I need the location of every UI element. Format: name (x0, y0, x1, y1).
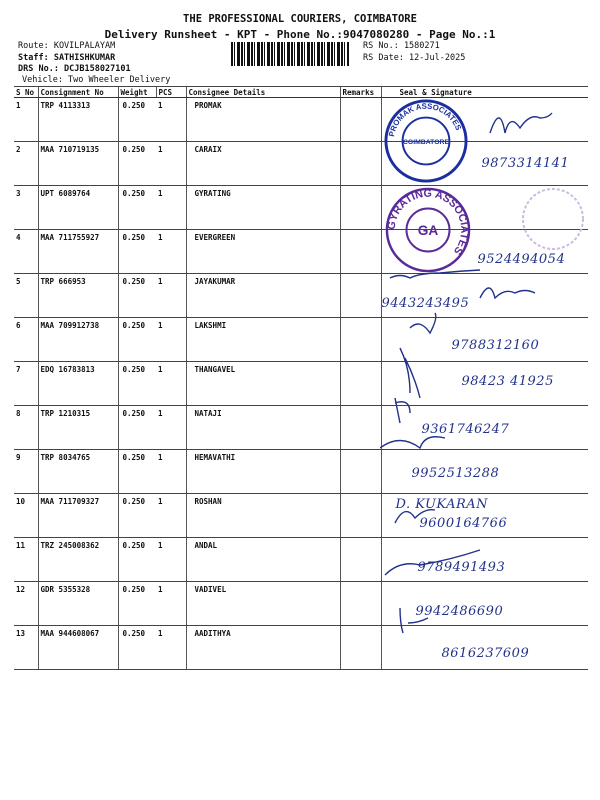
cell-pcs: 1 (156, 626, 186, 670)
cell-sno: 2 (14, 142, 38, 186)
cell-remarks (340, 582, 381, 626)
gyrating-seal-outer: GYRATING ASSOCIATES (385, 187, 471, 257)
cell-remarks (340, 406, 381, 450)
cell-weight: 0.250 (118, 450, 156, 494)
cell-weight: 0.250 (118, 362, 156, 406)
cell-consignee: NATAJI (186, 406, 340, 450)
column-header: Consignment No (38, 87, 118, 98)
cell-cn: MAA 709912738 (38, 318, 118, 362)
cell-weight: 0.250 (118, 406, 156, 450)
cell-weight: 0.250 (118, 494, 156, 538)
cell-consignee: PROMAK (186, 98, 340, 142)
cell-remarks (340, 362, 381, 406)
cell-weight: 0.250 (118, 274, 156, 318)
cell-consignee: GYRATING (186, 186, 340, 230)
cell-consignee: HEMAVATHI (186, 450, 340, 494)
cell-remarks (340, 142, 381, 186)
cell-remarks (340, 230, 381, 274)
column-header: Consignee Details (186, 87, 340, 98)
promak-seal-outer: PROMAK ASSOCIATES (387, 101, 464, 138)
cell-weight: 0.250 (118, 538, 156, 582)
handwritten-phone: 9873314141 (481, 156, 570, 171)
staff: Staff: SATHISHKUMAR (18, 53, 116, 63)
cell-pcs: 1 (156, 274, 186, 318)
handwritten-phone: 9789491493 (417, 560, 506, 575)
cell-weight: 0.250 (118, 98, 156, 142)
route: Route: KOVILPALAYAM (18, 41, 116, 51)
handwritten-phone: 9443243495 (381, 296, 470, 311)
cell-consignee: ANDAL (186, 538, 340, 582)
cell-sno: 13 (14, 626, 38, 670)
cell-pcs: 1 (156, 494, 186, 538)
cell-cn: TRP 4113313 (38, 98, 118, 142)
cell-consignee: AADITHYA (186, 626, 340, 670)
column-header: Remarks (340, 87, 381, 98)
cell-remarks (340, 274, 381, 318)
cell-pcs: 1 (156, 318, 186, 362)
cell-cn: GDR 5355328 (38, 582, 118, 626)
cell-weight: 0.250 (118, 626, 156, 670)
cell-cn: TRP 8034765 (38, 450, 118, 494)
cell-consignee: LAKSHMI (186, 318, 340, 362)
handwritten-name: D. KUKARAN (395, 497, 489, 512)
handwritten-phone: 9942486690 (415, 604, 504, 619)
vehicle: Vehicle: Two Wheeler Delivery (22, 75, 171, 85)
cell-sno: 12 (14, 582, 38, 626)
signature-marks (380, 98, 590, 638)
rs-number: RS No.: 1580271 (363, 41, 440, 51)
column-header: S No (14, 87, 38, 98)
cell-sno: 7 (14, 362, 38, 406)
column-header: Seal & Signature (381, 87, 588, 98)
cell-sno: 8 (14, 406, 38, 450)
handwritten-phone: 9952513288 (411, 466, 500, 481)
cell-consignee: VADIVEL (186, 582, 340, 626)
cell-cn: MAA 710719135 (38, 142, 118, 186)
handwritten-phone: 8616237609 (441, 646, 530, 661)
cell-weight: 0.250 (118, 142, 156, 186)
column-header: PCS (156, 87, 186, 98)
cell-remarks (340, 186, 381, 230)
cell-remarks (340, 450, 381, 494)
cell-consignee: ROSHAN (186, 494, 340, 538)
cell-sno: 5 (14, 274, 38, 318)
cell-remarks (340, 98, 381, 142)
cell-pcs: 1 (156, 582, 186, 626)
cell-sno: 10 (14, 494, 38, 538)
cell-remarks (340, 626, 381, 670)
gyrating-seal-inner: GA (417, 222, 439, 238)
cell-consignee: THANGAVEL (186, 362, 340, 406)
cell-sno: 3 (14, 186, 38, 230)
cell-sno: 9 (14, 450, 38, 494)
cell-consignee: CARAIX (186, 142, 340, 186)
promak-seal-inner: COIMBATORE (402, 138, 450, 146)
cell-remarks (340, 494, 381, 538)
cell-pcs: 1 (156, 142, 186, 186)
handwritten-phone: 98423 41925 (461, 374, 554, 389)
cell-remarks (340, 318, 381, 362)
cell-pcs: 1 (156, 406, 186, 450)
column-header: Weight (118, 87, 156, 98)
cell-pcs: 1 (156, 362, 186, 406)
company-title: THE PROFESSIONAL COURIERS, COIMBATORE (183, 13, 417, 25)
cell-weight: 0.250 (118, 230, 156, 274)
cell-sno: 6 (14, 318, 38, 362)
cell-pcs: 1 (156, 450, 186, 494)
handwritten-phone: 9524494054 (477, 252, 566, 267)
cell-pcs: 1 (156, 230, 186, 274)
handwritten-phone: 9788312160 (451, 338, 540, 353)
cell-cn: MAA 711709327 (38, 494, 118, 538)
cell-cn: TRP 1210315 (38, 406, 118, 450)
cell-consignee: EVERGREEN (186, 230, 340, 274)
cell-cn: MAA 944608067 (38, 626, 118, 670)
cell-sno: 1 (14, 98, 38, 142)
handwritten-phone: 9600164766 (419, 516, 508, 531)
cell-pcs: 1 (156, 538, 186, 582)
cell-sno: 11 (14, 538, 38, 582)
barcode (231, 42, 349, 66)
handwritten-phone: 9361746247 (421, 422, 510, 437)
cell-pcs: 1 (156, 98, 186, 142)
runsheet-subtitle: Delivery Runsheet - KPT - Phone No.:9047080280 - Page No.:1 (104, 28, 496, 41)
cell-cn: UPT 6089764 (38, 186, 118, 230)
cell-remarks (340, 538, 381, 582)
cell-weight: 0.250 (118, 582, 156, 626)
cell-weight: 0.250 (118, 186, 156, 230)
cell-cn: TRP 666953 (38, 274, 118, 318)
rs-date: RS Date: 12-Jul-2025 (363, 53, 466, 63)
cell-weight: 0.250 (118, 318, 156, 362)
cell-pcs: 1 (156, 186, 186, 230)
cell-cn: TRZ 245008362 (38, 538, 118, 582)
drs-number: DRS No.: DCJB158027101 (18, 64, 131, 74)
cell-cn: EDQ 16783813 (38, 362, 118, 406)
cell-consignee: JAYAKUMAR (186, 274, 340, 318)
cell-cn: MAA 711755927 (38, 230, 118, 274)
cell-sno: 4 (14, 230, 38, 274)
